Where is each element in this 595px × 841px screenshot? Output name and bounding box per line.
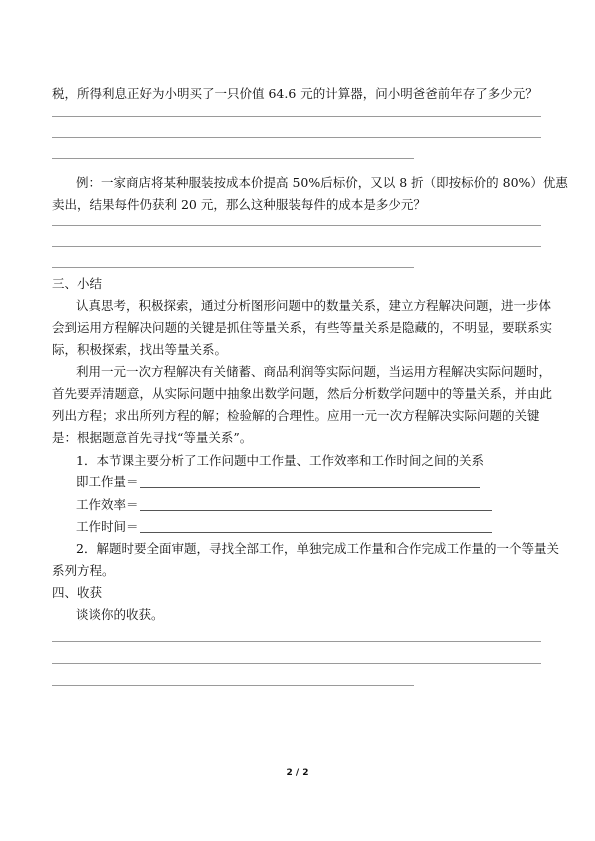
worktime-label: 工作时间＝ [76, 519, 139, 534]
workload-fill-line [140, 487, 480, 488]
answer-line [52, 685, 414, 686]
summary-item-1: 1．本节课主要分析了工作问题中工作量、工作效率和工作时间之间的关系 [76, 453, 484, 468]
summary-para-1-line-1: 认真思考，积极探索，通过分析图形问题中的数量关系，建立方程解决问题，进一步体 [76, 298, 552, 313]
answer-line [52, 641, 541, 642]
workload-label: 即工作量＝ [76, 474, 139, 489]
summary-para-1-line-2: 会到运用方程解决问题的关键是抓住等量关系，有些等量关系是隐藏的，不明显，要联系实 [52, 320, 553, 335]
example-text-line-1: 例：一家商店将某种服装按成本价提高 50%后标价，又以 8 折（即按标价的 80%）优惠 [76, 175, 568, 190]
worktime-fill-line [140, 532, 492, 533]
summary-para-2-line-3: 列出方程；求出所列方程的解；检验解的合理性。应用一元一次方程解决实际问题的关键 [52, 408, 540, 423]
example-text-line-2: 卖出，结果每件仍获利 20 元，那么这种服装每件的成本是多少元？ [52, 197, 426, 212]
answer-line [52, 267, 414, 268]
answer-line [52, 116, 541, 117]
summary-para-2-line-2: 首先要弄清题意，从实际问题中抽象出数学问题，然后分析数学问题中的等量关系，并由此 [52, 386, 553, 401]
efficiency-fill-line [140, 510, 492, 511]
summary-para-1-line-3: 际，积极探索，找出等量关系。 [52, 342, 228, 357]
summary-para-2-line-1: 利用一元一次方程解决有关储蓄、商品利润等实际问题，当运用方程解决实际问题时， [76, 364, 552, 379]
summary-para-2-line-4: 是：根据题意首先寻找“等量关系”。 [52, 430, 253, 445]
answer-line [52, 246, 541, 247]
section-4-prompt: 谈谈你的收获。 [76, 607, 164, 622]
page-number: 2 / 2 [286, 768, 309, 778]
problem-text-line: 税，所得利息正好为小明买了一只价值 64.6 元的计算器，问小明爸爸前年存了多少元？ [52, 86, 538, 101]
answer-line [52, 137, 541, 138]
answer-line [52, 225, 541, 226]
section-4-title: 四、收获 [52, 585, 103, 600]
efficiency-label: 工作效率＝ [76, 497, 139, 512]
summary-item-2-line-1: 2．解题时要全面审题，寻找全部工作，单独完成工作量和合作完成工作量的一个等量关 [76, 541, 559, 556]
summary-item-2-line-2: 系列方程。 [52, 563, 115, 578]
answer-line [52, 663, 541, 664]
section-3-title: 三、小结 [52, 276, 103, 291]
answer-line [52, 158, 414, 159]
